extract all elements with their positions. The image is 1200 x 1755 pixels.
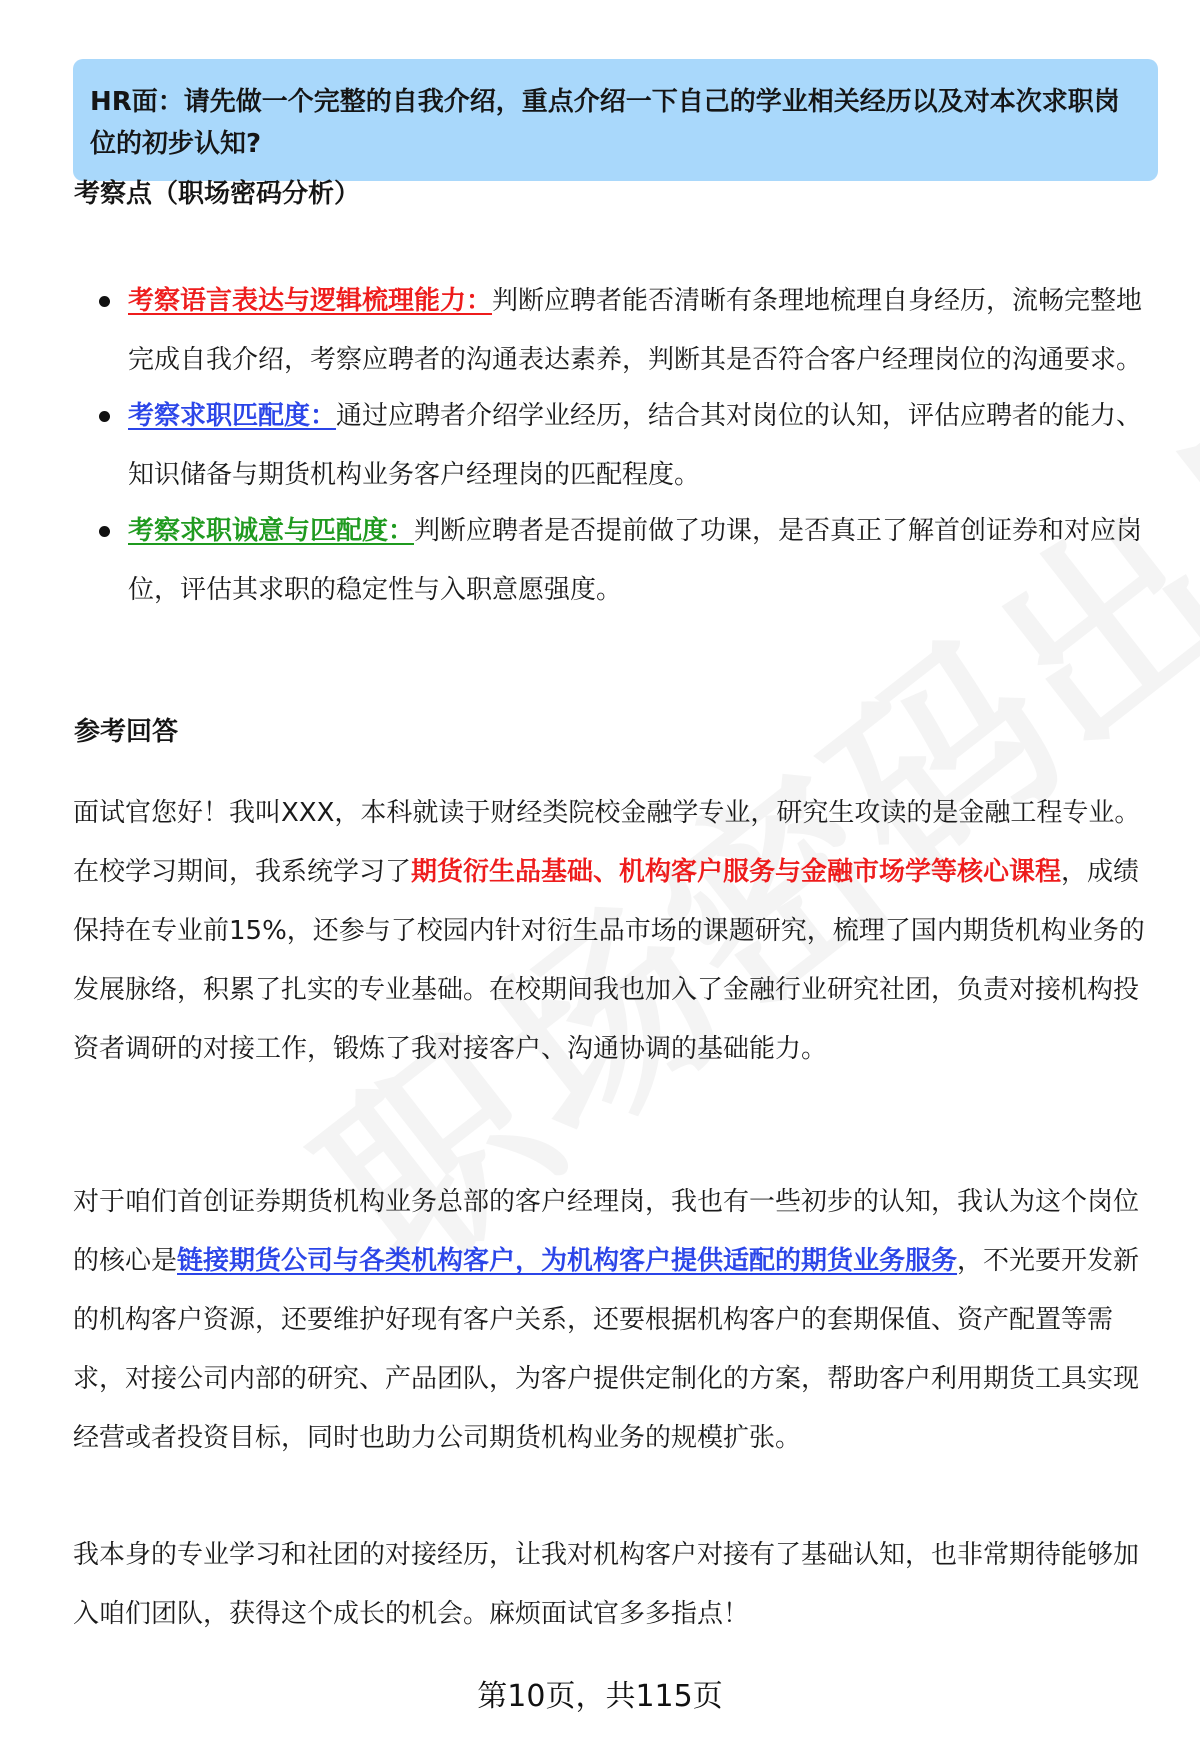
section-title-exam: 考察点（职场密码分析） [74,179,361,209]
list-item [90,387,1150,505]
exam-point-key: 考察语言表达与逻辑梳理能力： [128,286,493,316]
exam-point-text: 判断应聘者能否清晰有条理地梳理自身经历，流畅完整地完成自我介绍，考察应聘者的沟通表达素养，判断其是否符合客户经理岗位的沟通要求。 [128,286,1143,375]
answer-text: 面试官您好！我叫XXX，本科就读于财经类院校金融学专业，研究生攻读的是金融工程专业。在校学习期间，我系统学习了 [73,798,1141,887]
list-item [90,272,1150,390]
answer-paragraph-2 [73,1173,1155,1468]
question-box [73,59,1158,181]
highlight-courses: 期货衍生品基础、机构客户服务与金融市场学等核心课程 [411,857,1062,887]
highlight-role-core: 链接期货公司与各类机构客户，为机构客户提供适配的期货业务服务 [177,1246,958,1276]
section-title-answer: 参考回答 [74,717,179,747]
exam-point-key: 考察求职诚意与匹配度： [128,516,415,546]
answer-paragraph-1 [73,784,1155,1079]
answer-text: 对于咱们首创证券期货机构业务总部的客户经理岗，我也有一些初步的认知，我认为这个岗位的核心是 [73,1187,1140,1276]
bullet-dot-icon [99,411,110,422]
bullet-dot-icon [99,296,110,307]
answer-paragraph-3: 我本身的专业学习和社团的对接经历，让我对机构客户对接有了基础认知，也非常期待能够加入咱们团队，获得这个成长的机会。麻烦面试官多多指点！ [73,1540,1140,1629]
page-number: 第10页，共115页 [477,1679,723,1714]
question-text: HR面：请先做一个完整的自我介绍，重点介绍一下自己的学业相关经历以及对本次求职岗位的初步认知? [90,87,1120,159]
answer-text: ，不光要开发新的机构客户资源，还要维护好现有客户关系，还要根据机构客户的套期保值、资产配置等需求，对接公司内部的研究、产品团队，为客户提供定制化的方案，帮助客户利用期货工具实现经营或者投资目标，同时也助力公司期货机构业务的规模扩张。 [73,1246,1140,1453]
bullet-dot-icon [99,526,110,537]
exam-points-list [90,272,1150,620]
list-item [90,502,1150,620]
exam-point-text: 通过应聘者介绍学业经历，结合其对岗位的认知，评估应聘者的能力、知识储备与期货机构业务客户经理岗的匹配程度。 [128,401,1143,490]
answer-text: ，成绩保持在专业前15%，还参与了校园内针对衍生品市场的课题研究，梳理了国内期货机构业务的发展脉络，积累了扎实的专业基础。在校期间我也加入了金融行业研究社团，负责对接机构投资者调研的对接工作，锻炼了我对接客户、沟通协调的基础能力。 [73,857,1145,1064]
exam-point-text: 判断应聘者是否提前做了功课，是否真正了解首创证券和对应岗位，评估其求职的稳定性与入职意愿强度。 [128,516,1143,605]
exam-point-key: 考察求职匹配度： [128,401,337,431]
